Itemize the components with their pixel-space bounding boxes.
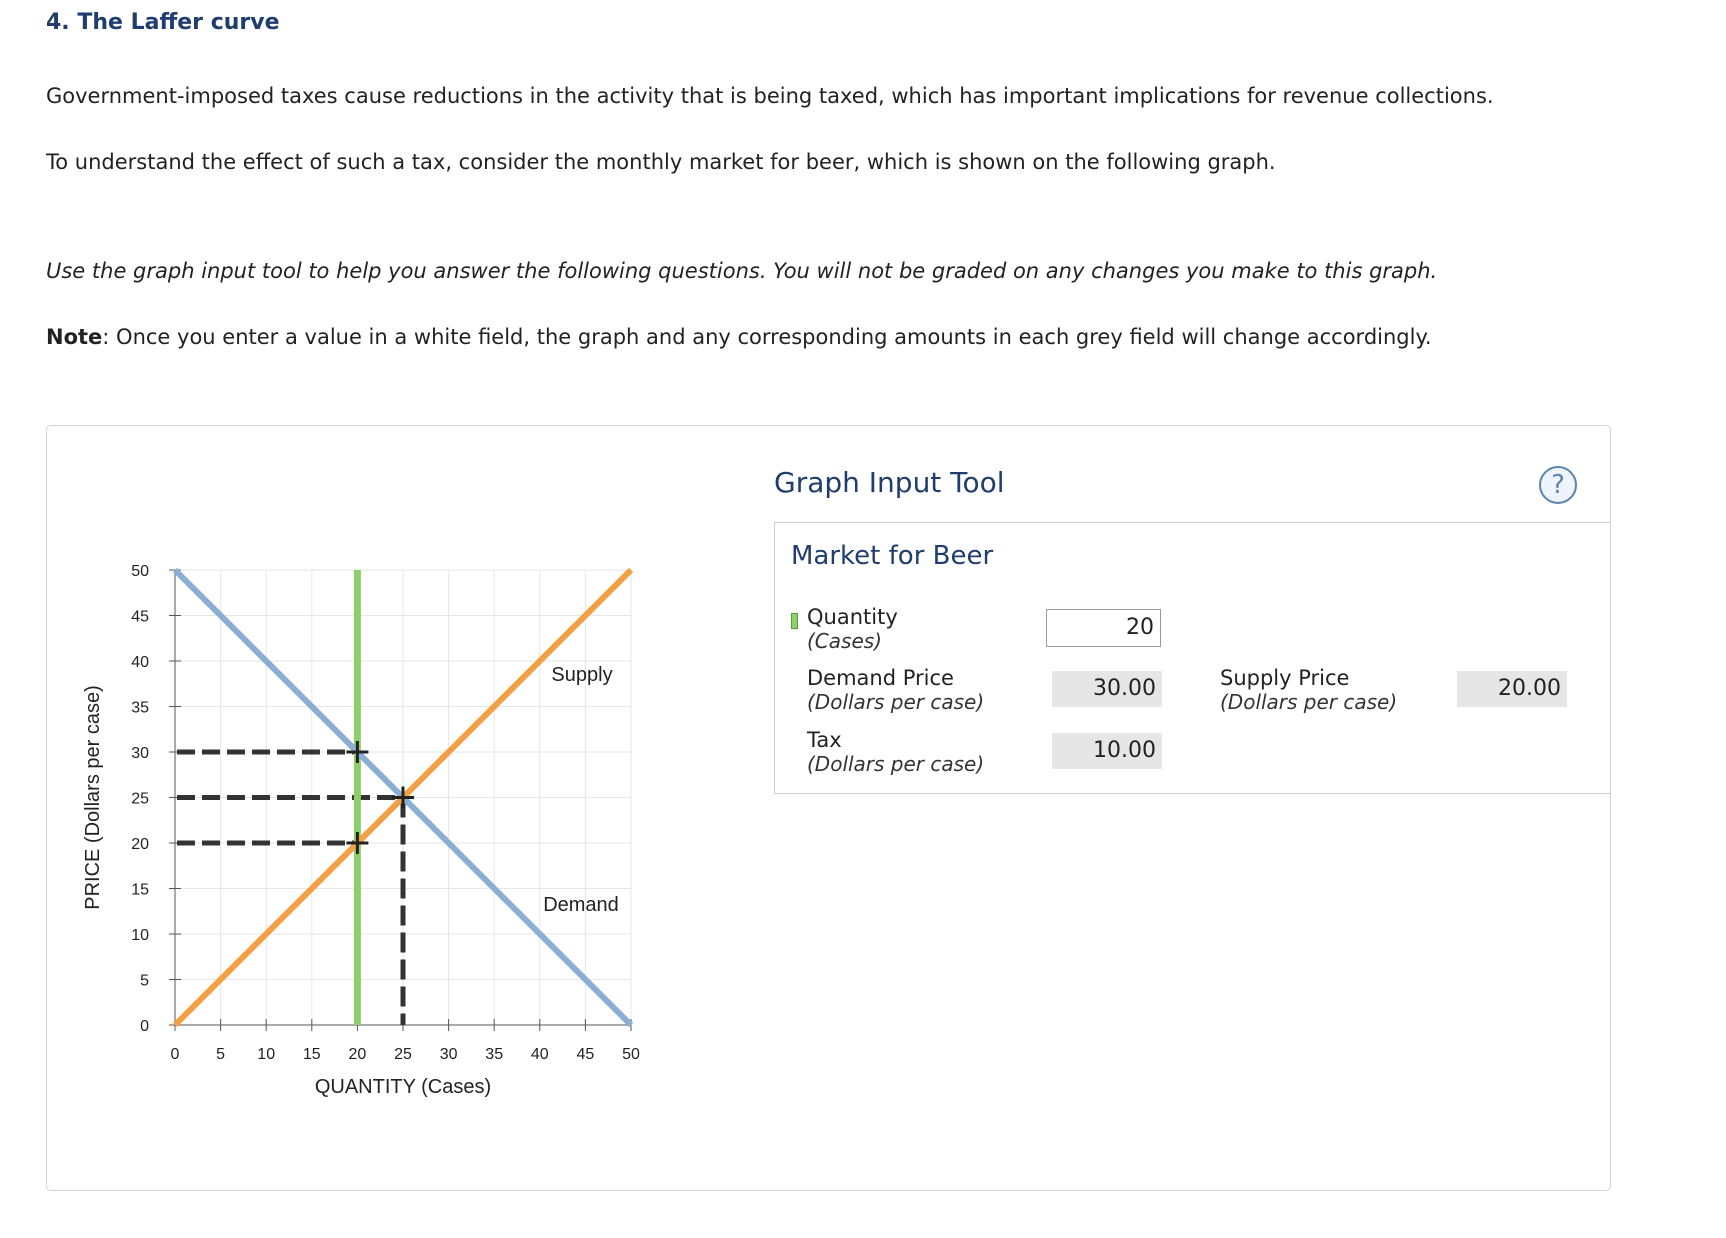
intro-paragraph: Government-imposed taxes cause reductions in the activity that is being taxed, which has important implications for revenue collections. — [46, 84, 1494, 108]
supply-price-label: Supply Price — [1220, 666, 1350, 690]
y-tick-label: 15 — [131, 881, 149, 899]
y-tick-label: 20 — [131, 836, 149, 853]
x-tick-label: 30 — [439, 1046, 458, 1063]
x-tick-label: 20 — [348, 1046, 367, 1063]
tax-label: Tax — [807, 728, 842, 752]
quantity-legend-swatch — [791, 613, 798, 629]
note-label: Note — [46, 325, 103, 349]
x-tick-label: 15 — [302, 1046, 321, 1063]
instruction-paragraph: Use the graph input tool to help you answer the following questions. You will not be graded on any changes you make to this graph. — [46, 259, 1438, 283]
y-tick-label: 35 — [131, 699, 149, 717]
quantity-input[interactable]: 20 — [1046, 609, 1161, 647]
note-paragraph — [46, 325, 1432, 349]
x-tick-label: 25 — [394, 1046, 412, 1063]
x-tick-label: 0 — [170, 1046, 180, 1063]
x-tick-label: 45 — [576, 1046, 595, 1063]
market-graph[interactable] — [47, 426, 774, 1190]
demand-price-unit: (Dollars per case) — [807, 690, 985, 714]
quantity-unit: (Cases) — [807, 629, 882, 653]
y-axis-title: PRICE (Dollars per case) — [82, 685, 104, 910]
question-title: 4. The Laffer curve — [46, 10, 280, 35]
market-panel — [774, 522, 1610, 794]
help-icon[interactable]: ? — [1539, 466, 1577, 504]
y-tick-label: 0 — [140, 1018, 149, 1035]
x-tick-label: 40 — [530, 1046, 549, 1063]
panel-title: Market for Beer — [791, 541, 994, 571]
note-text: : Once you enter a value in a white field, the graph and any corresponding amounts in each grey field will change accordingly. — [102, 325, 1432, 349]
y-tick-label: 45 — [131, 608, 149, 626]
supply-price-unit: (Dollars per case) — [1220, 690, 1398, 714]
y-tick-label: 10 — [131, 927, 149, 944]
tax-unit: (Dollars per case) — [807, 752, 985, 776]
demand-price-field: 30.00 — [1052, 671, 1162, 707]
y-tick-label: 25 — [131, 790, 149, 808]
y-tick-label: 50 — [131, 563, 149, 580]
demand-label: Demand — [543, 894, 619, 916]
graph-tool-container — [46, 425, 1611, 1191]
x-tick-label: 50 — [622, 1046, 640, 1063]
x-tick-label: 5 — [216, 1046, 226, 1063]
quantity-label: Quantity — [807, 605, 898, 629]
x-tick-label: 10 — [257, 1046, 276, 1063]
context-paragraph: To understand the effect of such a tax, consider the monthly market for beer, which is shown on the following graph. — [46, 150, 1276, 174]
supply-label: Supply — [551, 664, 613, 686]
x-axis-title: QUANTITY (Cases) — [314, 1076, 492, 1098]
x-tick-label: 35 — [485, 1046, 504, 1063]
supply-price-field: 20.00 — [1457, 671, 1567, 707]
y-tick-label: 5 — [140, 972, 149, 990]
demand-price-label: Demand Price — [807, 666, 954, 690]
graph-input-tool-title: Graph Input Tool — [774, 466, 1005, 499]
y-tick-label: 30 — [131, 745, 149, 762]
y-tick-label: 40 — [131, 654, 149, 671]
tax-field: 10.00 — [1052, 733, 1162, 769]
